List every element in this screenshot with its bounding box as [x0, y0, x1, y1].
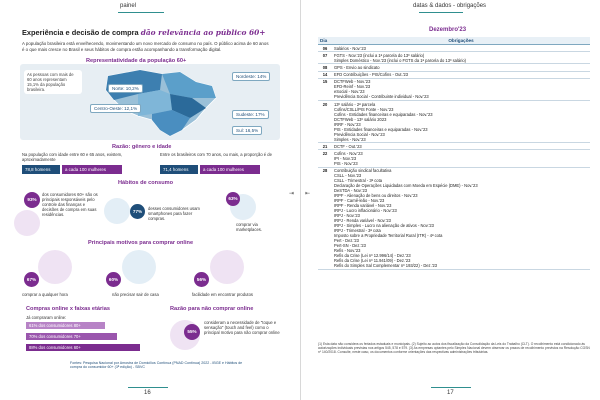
table-row: [318, 64, 590, 71]
region-label-centro-oeste: Centro-Oeste: 12,1%: [90, 104, 141, 113]
online-bar: 61% dos consumidores 80+: [26, 322, 105, 329]
online-subtitle: Já compraram online:: [26, 315, 67, 320]
obligation-item: Simples Doméstico - Nov.'23 (inclui o FGTS da 1ª parcela do 13º salário): [334, 57, 467, 63]
obligation-item: IPI - Nov.'23: [334, 155, 357, 161]
obligation-item: IRPJ - Renda variável - Nov.'23: [334, 218, 391, 224]
row-obligations: [332, 45, 590, 52]
habit3-text: comprar via marketplaces.: [236, 222, 263, 232]
table-row: [318, 52, 590, 64]
motive2-text: não precisar sair de casa: [112, 292, 159, 297]
obligations-table: [318, 37, 590, 270]
row-day: 08: [318, 64, 332, 71]
motive1-text: comprar a qualquer hora: [22, 292, 68, 297]
obligation-item: Cofins - Nov.'23: [334, 150, 363, 156]
obligation-item: Cofins - Entidades financeiras e equiparadas - Nov.'23: [334, 111, 433, 117]
obligation-item: Refis da Crise (Lei nº 12.996/14) - Dez.'23: [334, 253, 411, 259]
obligation-item: GPS - Envio ao sindicato: [334, 64, 380, 70]
obligation-item: DeSTDA - Nov.'23: [334, 188, 368, 194]
obligation-item: IRPF - Carnê-leão - Nov.'23: [334, 198, 385, 204]
row-day: 15: [318, 78, 332, 100]
row-obligations: [332, 100, 590, 142]
gender-section-title: Razão: gênero e idade: [112, 144, 172, 150]
row-day: 21: [318, 143, 332, 150]
obligation-item: eSocial - Nov.'23: [334, 89, 365, 95]
row-obligations: [332, 167, 590, 269]
left-edge-tab-icon[interactable]: ⇥: [289, 191, 295, 197]
obligation-item: Refis - Nov.'23: [334, 248, 361, 254]
row-day: 28: [318, 167, 332, 269]
table-row: [318, 100, 590, 142]
row-obligations: [332, 143, 590, 150]
shopper-icon: [14, 210, 40, 236]
habit2-text: desses consumidores usam smartphones para fazer compras.: [148, 206, 200, 221]
obligation-item: IRPJ - Lucro inflacionário - Nov.'23: [334, 208, 397, 214]
gender-left-bar-women: a cada 100 mulheres: [62, 165, 122, 174]
row-day: 20: [318, 100, 332, 142]
online-bar: 70% dos consumidores 70+: [26, 333, 117, 340]
footer-rule: [128, 387, 168, 388]
obligation-item: CSLL - Nov.'23: [334, 173, 362, 179]
habit2-percent: 77%: [130, 204, 145, 219]
obligation-item: Simples - Nov.'23: [334, 136, 366, 142]
table-row: [318, 78, 590, 100]
col-day: Dia: [318, 37, 332, 45]
row-day: 22: [318, 150, 332, 167]
obligation-item: Refis do Simples Sal Complementar nº 193/22) - Dez.'23: [334, 263, 438, 269]
obligation-item: Cofins/CSLL/PIS Fonte - Nov.'23: [334, 106, 394, 112]
table-body: [318, 45, 590, 270]
motives-section-title: Principais motivos para comprar online: [88, 240, 194, 246]
obligation-item: Pert - Dez.'23: [334, 238, 359, 244]
obligation-item: IRRF - Nov.'23: [334, 121, 361, 127]
region-label-nordeste: Nordeste: 14%: [232, 72, 270, 81]
row-obligations: [332, 52, 590, 64]
source-note: Fontes: Pesquisa Nacional por Amostra de Domicílios Contínua (PNAD Contínua) 2022 - IBGE e Hábitos de compra do consumidor 60+ (3ª edição) - SBVC: [70, 361, 243, 370]
obligation-item: Previdência Social - Nov.'23: [334, 131, 385, 137]
gender-left-bar-men: 78,8 homens: [22, 165, 60, 174]
obligation-item: CSLL - Trimestral - 3ª cota: [334, 178, 382, 184]
row-obligations: [332, 64, 590, 71]
obligation-item: EFD Contribuições - PIS/Cofins - Out.'23: [334, 72, 409, 78]
right-header: datas & dados - obrigações: [413, 3, 487, 9]
region-label-norte: Norte: 10,2%: [108, 84, 143, 93]
reason-percent: 55%: [184, 324, 200, 340]
gender-right-bar-women: a cada 100 mulheres: [200, 165, 260, 174]
obligation-item: IRPF - Alienação de bens ou direitos - Nov.'23: [334, 193, 418, 199]
obligation-item: Imposto sobre a Propriedade Territorial Rural (ITR) - 4ª cota: [334, 233, 443, 239]
obligation-item: Salários - Nov.'23: [334, 45, 366, 51]
obligation-item: IRPJ - Trimestral - 3ª cota: [334, 228, 381, 234]
obligation-item: Refis da Crise (Lei nº 11.941/09) - Dez.'23: [334, 258, 411, 264]
map-section-title: Representatividade da população 60+: [86, 58, 187, 64]
table-title: Dezembro'23: [429, 27, 467, 33]
obligation-item: PIS - Nov.'23: [334, 160, 358, 166]
habit3-percent: 63%: [226, 192, 240, 206]
row-obligations: [332, 150, 590, 167]
row-day: 07: [318, 52, 332, 64]
left-page-number: 16: [144, 390, 151, 396]
obligation-item: Contribuição sindical facultativa: [334, 168, 392, 174]
right-page-number: 17: [447, 390, 454, 396]
page-title: Experiência e decisão de compra dão relevância ao público 60+: [22, 28, 266, 37]
habit1-percent: 93%: [24, 192, 40, 208]
obligation-item: EFD-Reinf - Nov.'23: [334, 84, 371, 90]
map-bubble: As pessoas com mais de 60 anos representam 15,1% da população brasileira.: [24, 70, 82, 94]
online-section-title: Compras online x faixas etárias: [26, 306, 110, 312]
house-icon: [122, 250, 156, 284]
gender-right-text: Entre os brasileiros com 70 anos, ou mais, a proporção é de: [160, 152, 272, 157]
motive2-percent: 60%: [106, 272, 121, 287]
table-row: [318, 71, 590, 78]
habit1-text: dos consumidores 60+ são os principais responsáveis pelo controle das finanças e decisões de compra em suas residências.: [42, 192, 98, 217]
row-day: 14: [318, 71, 332, 78]
obligation-item: 13º salário - 2ª parcela: [334, 101, 376, 107]
motive1-percent: 67%: [24, 272, 39, 287]
reason-text: consideram a necessidade de "toque e sensação" (touch and feel) como o principal motivo para não comprar online: [204, 320, 280, 335]
right-page: [300, 0, 600, 400]
col-obligations: Obrigações: [332, 37, 590, 45]
row-day: 06: [318, 45, 332, 52]
obligation-item: Pert-SN - Dez.'23: [334, 243, 366, 249]
header-rule: [118, 12, 164, 13]
row-obligations: [332, 71, 590, 78]
row-obligations: [332, 78, 590, 100]
obligation-item: IRPJ - Simples - Lucro na alienação de ativos - Nov.'23: [334, 223, 434, 229]
gender-right-bar-men: 71,4 homens: [160, 165, 198, 174]
motive3-percent: 56%: [194, 272, 209, 287]
habits-section-title: Hábitos de consumo: [118, 180, 174, 186]
region-label-sudeste: Sudeste: 17%: [232, 110, 269, 119]
obligation-item: DCTFWeb - Nov.'23: [334, 79, 371, 85]
obligation-item: IRPF - Renda variável - Nov.'23: [334, 203, 392, 209]
shopping-search-icon: [210, 250, 244, 284]
table-row: [318, 167, 590, 269]
gender-left-text: Na população com idade entre 60 e 65 anos, existem, aproximadamente: [22, 152, 123, 162]
left-header: painel: [120, 3, 137, 9]
footer-rule-right: [431, 387, 471, 388]
obligation-item: Previdência Social - Contribuinte individual - Nov.'23: [334, 94, 429, 100]
smartphone-icon: [104, 198, 130, 224]
obligation-item: DCTFWeb - 13º salário 2023: [334, 116, 387, 122]
right-edge-tab-icon[interactable]: ⇤: [305, 191, 311, 197]
table-row: [318, 45, 590, 52]
online-bar: 88% dos consumidores 60+: [26, 344, 140, 351]
intro-paragraph: A população brasileira está envelhecendo, movimentando um novo mercado de consumo no país. O público acima de 60 anos é o que mais cresce no Brasil e seus hábitos de compra estão acompanhando a transformação digital.: [22, 41, 269, 52]
obligation-item: PIS - Entidades financeiras e equiparadas - Nov.'23: [334, 126, 428, 132]
obligation-item: FGTS - Nov.'23 (inclui a 1ª parcela do 13º salário): [334, 52, 425, 58]
obligation-item: IRPJ - Nov.'23: [334, 213, 360, 219]
clock-person-icon: [38, 250, 72, 284]
motive3-text: facilidade em encontrar produtos: [192, 292, 253, 297]
reason-section-title: Razão para não comprar online: [170, 306, 254, 312]
obligation-item: Declaração de Operações Liquidadas com Moeda em Espécie (DME) - Nov.'23: [334, 183, 478, 189]
header-rule-right: [419, 12, 463, 13]
table-row: [318, 143, 590, 150]
region-label-sul: Sul: 16,5%: [232, 126, 262, 135]
table-row: [318, 150, 590, 167]
footnote: (1) Esta data não considera os feriados estaduais e municipais. (2) Sujeito ao autos dos fiscalização da Consolidação da Leis do Trabalho (CLT). O recolhimento está condicionado às autorizações individuais previstas nos artigos 545, 578 e 579. (3) As empresas optantes pelo Simples Nacional devem observar os prazos de recolhimento previstos na Resolução CGSN nº 140/2018. Consulte, neste caso, os documentos conforme orientações das respectivas administrações tributárias.: [318, 342, 590, 354]
brazil-map-panel: [20, 64, 280, 140]
obligation-item: DCTF - Out.'23: [334, 143, 362, 149]
